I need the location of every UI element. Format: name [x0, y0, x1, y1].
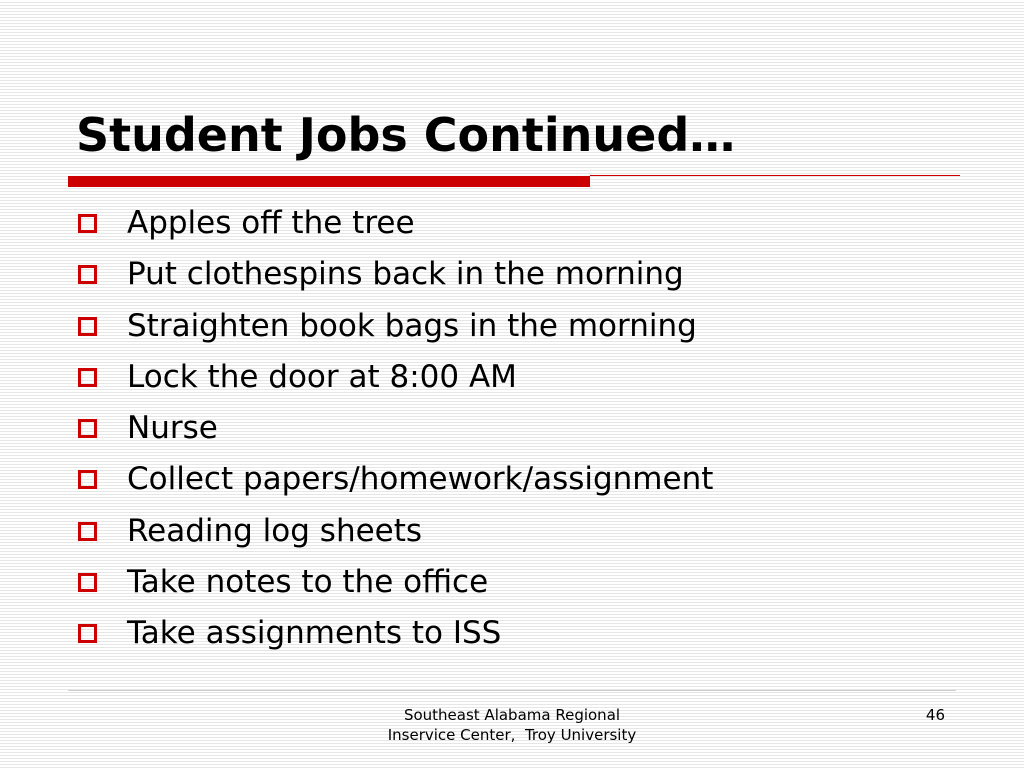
list-item: [76, 301, 713, 352]
hollow-square-bullet-icon: [78, 470, 97, 489]
hollow-square-bullet-icon: [78, 522, 97, 541]
list-item: [76, 198, 713, 249]
footer-divider: [68, 690, 956, 691]
hollow-square-bullet-icon: [78, 573, 97, 592]
bullet-text: Apples off the tree: [127, 205, 415, 241]
bullet-text: Reading log sheets: [127, 512, 423, 549]
bullet-text: Straighten book bags in the morning: [127, 307, 697, 344]
bullet-text: Take assignments to ISS: [127, 615, 502, 652]
hollow-square-bullet-icon: [78, 368, 97, 387]
hollow-square-bullet-icon: [78, 624, 97, 643]
footer-line-2: Inservice Center, Troy University: [387, 726, 637, 744]
bullet-text: Lock the door at 8:00 AM: [127, 358, 517, 395]
bullet-list: [76, 198, 713, 660]
bullet-text: Collect papers/homework/assignment: [127, 461, 714, 498]
page-number: 46: [925, 706, 945, 724]
hollow-square-bullet-icon: [78, 265, 97, 284]
footer-attribution: [352, 705, 672, 745]
list-item: [76, 403, 713, 454]
title-underline-thick: [68, 176, 590, 187]
bullet-text: Take notes to the office: [127, 564, 489, 601]
bullet-text: Put clothespins back in the morning: [127, 256, 684, 293]
title-underline-thin: [590, 175, 960, 176]
list-item: [76, 352, 713, 403]
bullet-text: Nurse: [127, 410, 218, 447]
hollow-square-bullet-icon: [78, 317, 97, 336]
footer-line-1: Southeast Alabama Regional: [403, 706, 621, 724]
slide-title: Student Jobs Continued…: [76, 108, 736, 162]
list-item: [76, 249, 713, 300]
hollow-square-bullet-icon: [78, 214, 97, 233]
list-item: [76, 608, 713, 659]
list-item: [76, 454, 713, 505]
hollow-square-bullet-icon: [78, 419, 97, 438]
list-item: [76, 506, 713, 557]
list-item: [76, 557, 713, 608]
